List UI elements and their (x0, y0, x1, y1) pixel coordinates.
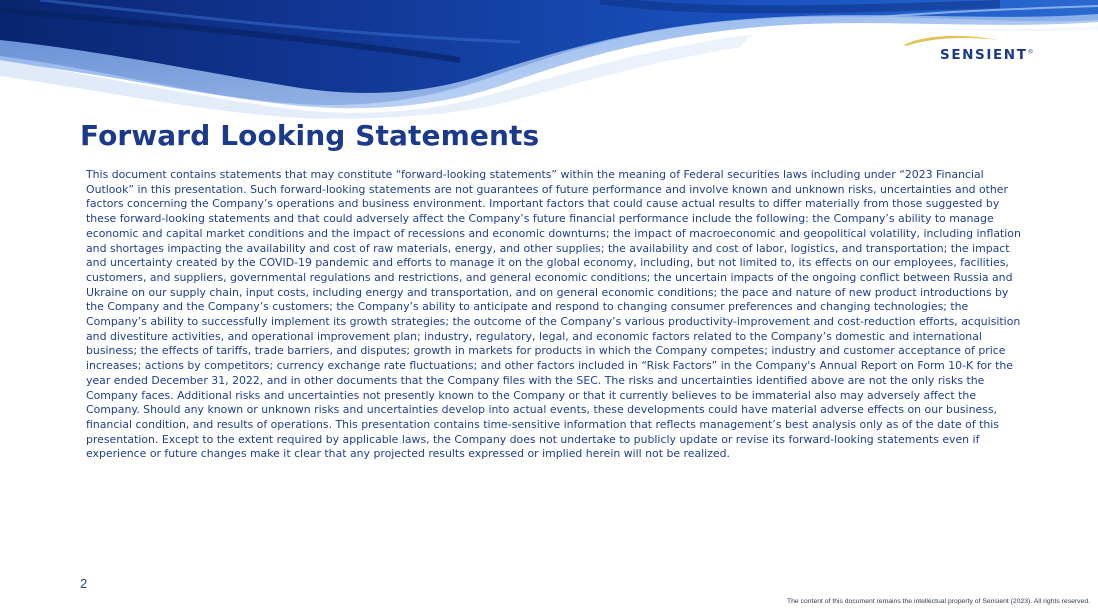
registered-mark: ® (1027, 48, 1034, 56)
sensient-logo (902, 33, 1052, 65)
logo-wordmark: SENSIENT® (940, 47, 1034, 63)
copyright-notice: The content of this document remains the intellectual property of Sensient (2023). All rights reserved. (787, 598, 1090, 605)
page-title: Forward Looking Statements (80, 119, 540, 152)
page-number: 2 (80, 576, 88, 591)
disclaimer-body: This document contains statements that may constitute “forward-looking statements” within the meaning of Federal securities laws including under “2023 Financial Outlook” in this presentation. Such forward-looking statements are not guarantees of future performance and involve known and unknown risks, uncertainties and other factors concerning the Company’s operations and business environment. Important factors that could cause actual results to differ materially from those suggested by these forward-looking statements and that could adversely affect the Company’s future financial performance include the following: the Company’s ability to manage economic and capital market conditions and the impact of recessions and economic downturns; the impact of macroeconomic and geopolitical volatility, including inflation and shortages impacting the availability and cost of raw materials, energy, and other supplies; the availability and cost of labor, logistics, and transportation; the impact and uncertainty created by the COVID-19 pandemic and efforts to manage it on the global economy, including, but not limited to, its effects on our employees, facilities, customers, and suppliers, governmental regulations and restrictions, and general economic conditions; the uncertain impacts of the ongoing conflict between Russia and Ukraine on our supply chain, input costs, including energy and transportation, and on general economic conditions; the pace and nature of new product introductions by the Company and the Company’s customers; the Company’s ability to anticipate and respond to changing consumer preferences and changing technologies; the Company’s ability to successfully implement its growth strategies; the outcome of the Company’s various productivity-improvement and cost-reduction efforts, acquisition and divestiture activities, and operational improvement plan; industry, regulatory, legal, and economic factors related to the Company’s domestic and international business; the effects of tariffs, trade barriers, and disputes; growth in markets for products in which the Company competes; industry and customer acceptance of price increases; actions by competitors; currency exchange rate fluctuations; and other factors included in “Risk Factors” in the Company's Annual Report on Form 10-K for the year ended December 31, 2022, and in other documents that the Company files with the SEC. The risks and uncertainties identified above are not the only risks the Company faces. Additional risks and uncertainties not presently known to the Company or that it currently believes to be immaterial also may adversely affect the Company. Should any known or unknown risks and uncertainties develop into actual events, these developments could have material adverse effects on our business, financial condition, and results of operations. This presentation contains time-sensitive information that reflects management’s best analysis only as of the date of this presentation. Except to the extent required by applicable laws, the Company does not undertake to publicly update or revise its forward-looking statements even if experience or future changes make it clear that any projected results expressed or implied herein will not be realized. (86, 168, 1021, 461)
